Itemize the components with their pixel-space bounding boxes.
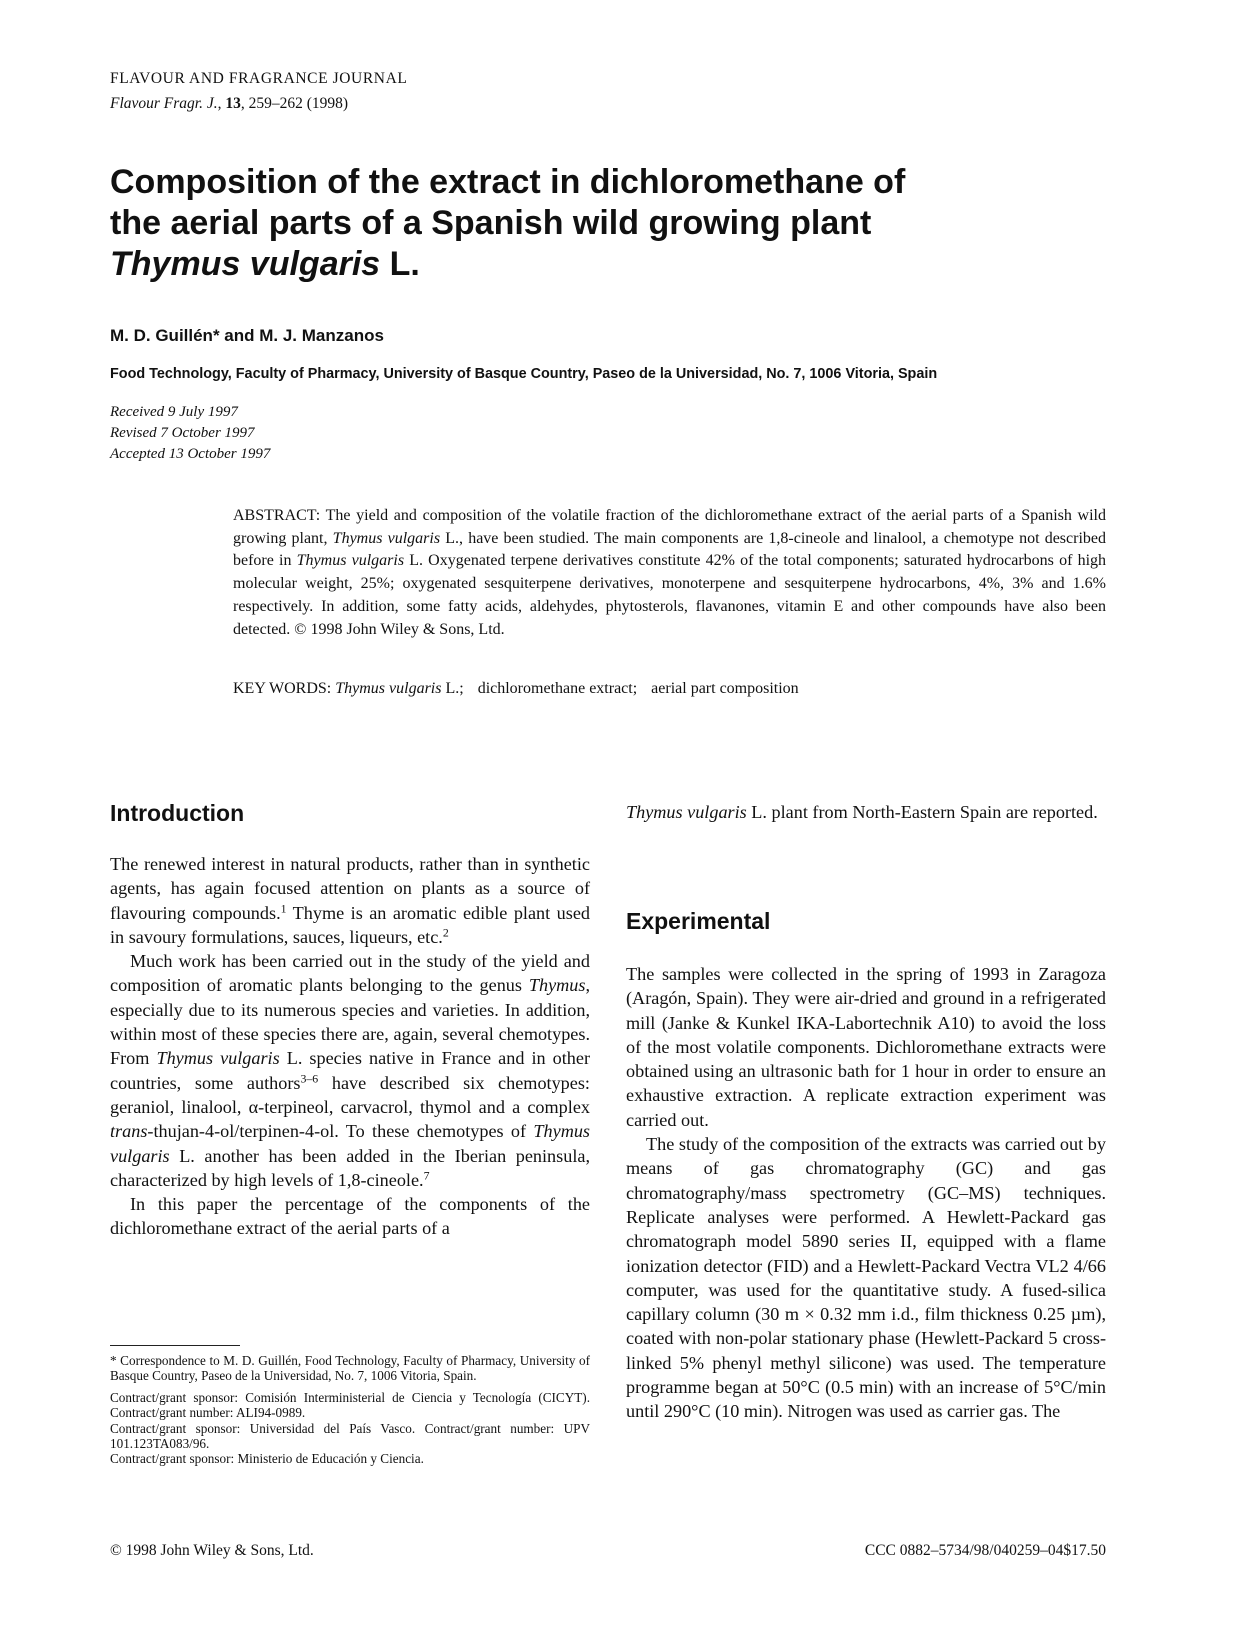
ref-7: 7 [423, 1168, 430, 1183]
intro-paragraph-2 [110, 949, 590, 1192]
footnote-grant-1: Contract/grant sponsor: Comisión Interministerial de Ciencia y Tecnología (CICYT). Contract/grant number: ALI94-0989. [110, 1389, 590, 1421]
ref-1: 1 [280, 901, 287, 916]
intro-paragraph-3: In this paper the percentage of the components of the dichloromethane extract of the aerial parts of a [110, 1194, 590, 1239]
experimental-paragraph-2: The study of the composition of the extracts was carried out by means of gas chromatography (GC) and gas chromatography/mass spectrometry (GC–MS) techniques. Replicate analyses were performed. A Hewlett-Packard gas chromatograph model 5890 series II, equipped with a flame ionization detector (FID) and a Hewlett-Packard Vectra VL2 4/66 computer, was used for the quantitative study. A fused-silica capillary column (30 m × 0.32 mm i.d., film thickness 0.25 µm), coated with non-polar stationary phase (Hewlett-Packard 5 cross-linked 5% phenyl methyl silicone) was used. The temperature programme began at 50°C (0.5 min) with an increase of 5°C/min until 290°C (10 min). Nitrogen was used as carrier gas. The [626, 1134, 1106, 1422]
intro-p1-text-a: The renewed interest in natural products, rather than in synthetic agents, has again focused attention on plants as a source of flavouring compounds. [110, 854, 590, 923]
citation-volume: 13 [225, 95, 241, 112]
date-accepted: Accepted 13 October 1997 [110, 446, 271, 462]
footer-ccc: CCC 0882–5734/98/040259–04$17.50 [864, 1542, 1106, 1559]
author-conjunction: and [219, 326, 260, 345]
article-dates [110, 402, 270, 465]
intro-p2-genus: Thymus [528, 975, 586, 996]
experimental-body [626, 962, 1106, 1424]
intro-p2-species-1: Thymus vulgaris [156, 1048, 280, 1069]
keyword-2: dichloromethane extract; [477, 680, 638, 697]
intro-p2-text-f: L. another has been added in the Iberian peninsula, characterized by high levels of 1,8-cineole. [110, 1145, 590, 1190]
ref-2: 2 [442, 925, 449, 940]
title-species: Thymus vulgaris [110, 245, 381, 283]
continuation-text: L. plant from North-Eastern Spain are reported. [746, 802, 1098, 822]
keyword-1-rest: L.; [441, 680, 464, 697]
title-line-2: the aerial parts of a Spanish wild growing plant [110, 204, 872, 242]
author-1: M. D. Guillén [110, 326, 213, 345]
footnote-rule [110, 1345, 240, 1346]
article-title [110, 162, 1010, 285]
title-authority: L. [380, 245, 420, 283]
title-line-3 [110, 244, 1010, 285]
journal-name: FLAVOUR AND FRAGRANCE JOURNAL [110, 70, 408, 87]
introduction-body [110, 852, 590, 1241]
ref-3-6: 3–6 [300, 1071, 319, 1086]
abstract-species-1: Thymus vulgaris [332, 529, 441, 547]
footnote-grant-3: Contract/grant sponsor: Ministerio de Educación y Ciencia. [110, 1451, 424, 1467]
affiliation: Food Technology, Faculty of Pharmacy, University of Basque Country, Paseo de la Universidad, No. 7, 1006 Vitoria, Spain [110, 366, 938, 382]
intro-paragraph-1 [110, 852, 590, 949]
author-2: M. J. Manzanos [259, 326, 384, 345]
intro-p2-text-b: , especially due to its numerous species and varieties. In addition, within most of these species there are, again, several chemotypes. From [110, 975, 590, 1069]
intro-continuation-paragraph [626, 800, 1106, 824]
intro-p1-text-b: Thyme is an aromatic edible plant used in savoury formulations, sauces, liqueurs, etc. [110, 902, 590, 947]
date-revised: Revised 7 October 1997 [110, 425, 255, 441]
continuation-species: Thymus vulgaris [626, 802, 747, 822]
intro-p2-text-d: have described six chemotypes: geraniol, linalool, α-terpineol, carvacrol, thymol and a complex [110, 1072, 590, 1117]
experimental-heading: Experimental [626, 908, 771, 934]
footer-copyright: © 1998 John Wiley & Sons, Ltd. [110, 1542, 314, 1559]
abstract-text-2: L., have been studied. The main components are 1,8-cineole and linalool, a chemotype not described before in [233, 529, 1106, 570]
intro-p2-text-a: Much work has been carried out in the study of the yield and composition of aromatic plants belonging to the genus [110, 951, 590, 996]
authors [110, 326, 384, 346]
introduction-continuation [626, 800, 1106, 824]
intro-p2-trans: trans [110, 1121, 148, 1142]
citation-journal: Flavour Fragr. J. [110, 95, 218, 112]
correspondence-marker: * [212, 326, 220, 345]
keyword-3: aerial part composition [651, 680, 799, 697]
abstract [233, 505, 1106, 641]
abstract-species-2: Thymus vulgaris [296, 552, 405, 570]
intro-p2-species-2: Thymus vulgaris [110, 1121, 590, 1166]
title-line-1: Composition of the extract in dichloromethane of [110, 163, 906, 201]
date-received: Received 9 July 1997 [110, 404, 238, 420]
footnote-correspondence: * Correspondence to M. D. Guillén, Food Technology, Faculty of Pharmacy, University of Basque Country, Paseo de la Universidad, No. 7, 1006 Vitoria, Spain. [110, 1353, 590, 1384]
intro-p2-text-e: -thujan-4-ol/terpinen-4-ol. To these chemotypes of [147, 1121, 534, 1142]
citation-pages: , 259–262 (1998) [240, 95, 349, 112]
introduction-heading: Introduction [110, 800, 245, 826]
keyword-1-species: Thymus vulgaris [335, 680, 442, 697]
keywords [233, 680, 799, 698]
journal-citation: Flavour Fragr. J., 13, 259–262 (1998) [110, 95, 349, 112]
keywords-label: KEY WORDS: [233, 680, 336, 697]
footnotes [110, 1353, 590, 1473]
footnote-grant-2: Contract/grant sponsor: Universidad del País Vasco. Contract/grant number: UPV 101.123TA083/96. [110, 1420, 590, 1452]
intro-p2-text-c: L. species native in France and in other countries, some authors [110, 1048, 590, 1093]
abstract-text-3: L. Oxygenated terpene derivatives constitute 42% of the total components; saturated hydrocarbons of high molecular weight, 25%; oxygenated sesquiterpene derivatives, monoterpene and sesquiterpene hydrocarbons, 4%, 3% and 1.6% respectively. In addition, some fatty acids, aldehydes, phytosterols, flavanones, vitamin E and other compounds have also been detected. © 1998 John Wiley & Sons, Ltd. [233, 552, 1107, 638]
experimental-paragraph-1: The samples were collected in the spring of 1993 in Zaragoza (Aragón, Spain). They were air-dried and ground in a refrigerated mill (Janke & Kunkel IKA-Labortechnik A10) to avoid the loss of the most volatile components. Dichloromethane extracts were obtained using an ultrasonic bath for 1 hour in order to ensure an exhaustive extraction. A replicate extraction experiment was carried out. [626, 964, 1106, 1130]
abstract-text-1: ABSTRACT: The yield and composition of the volatile fraction of the dichloromethane extract of the aerial parts of a Spanish wild growing plant, [233, 507, 1106, 547]
